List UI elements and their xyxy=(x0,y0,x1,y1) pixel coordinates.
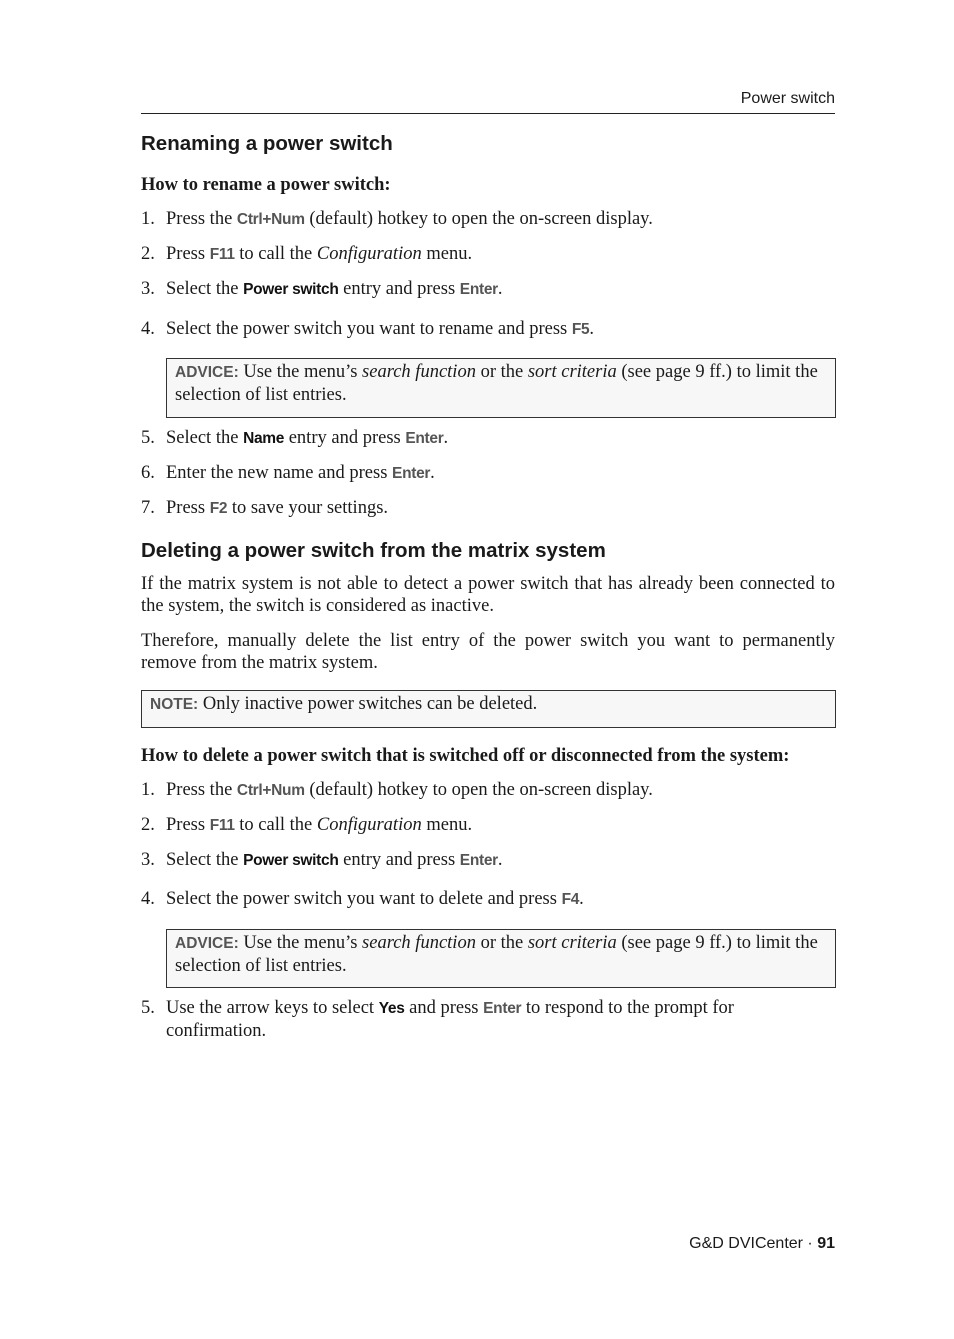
advice-label: ADVICE: xyxy=(175,364,239,381)
key-label: Enter xyxy=(392,465,431,482)
key-label: Enter xyxy=(459,281,498,298)
key-label: Enter xyxy=(459,852,498,869)
procedure-title-delete: How to delete a power switch that is switched off or disconnected from the system: xyxy=(141,746,790,766)
running-header: Power switch xyxy=(141,88,835,114)
advice-box-delete: ADVICE: Use the menu’s search function or the sort criteria (see page 9 ff.) to limit the selection of list entries. xyxy=(166,929,836,988)
page-footer xyxy=(541,1233,835,1255)
menu-entry-label: Yes xyxy=(378,1000,405,1017)
key-label: F11 xyxy=(209,246,235,263)
menu-entry-label: Power switch xyxy=(243,281,339,298)
paragraph-manual-delete: Therefore, manually delete the list entry of the power switch you want to permanently remove from the matrix system. xyxy=(141,631,835,673)
product-name: G&D DVICenter · xyxy=(689,1235,818,1252)
key-label: Enter xyxy=(405,430,444,447)
section-heading-rename: Renaming a power switch xyxy=(141,132,393,155)
advice-box-rename: ADVICE: Use the menu’s search function or the sort criteria (see page 9 ff.) to limit the selection of list entries. xyxy=(166,358,836,418)
manual-page: Power switch Renaming a power switch How to rename a power switch: 1. Press the Ctrl+Num (default) hotkey to open the on-screen display. 2. Press F11 to call the Configuration menu. 3. Select the Power switch entry and press Enter. 4. Select the power switch you want to rename and press F5. ADVICE: Use the menu’s search function or the sort criteria (see page 9 ff.) to limit the selection of list entries. 5. Select the Name entry and press Enter. 6. Enter the new name and press Enter. 7. Press F2 to save your settings. Deleting a power switch from the matrix system If the matrix system is not able to detect a power switch that has already been connected to the system, the switch is considered as inactive. Therefore, manually delete the list entry of the power switch you want to permanently remove from the matrix system. NOTE: Only inactive power switches can be deleted. How to delete a power switch that is switched off or disconnected from the system: 1. Press the Ctrl+Num (default) hotkey to open the on-screen display. 2. Press F11 to call the Configuration menu. 3. Select the Power switch entry and press Enter. 4. Select the power switch you want to delete and press F4. ADVICE: Use the menu’s search function or the sort criteria (see page 9 ff.) to limit the selection of list entries. 5. Use the arrow keys to select Yes and press Enter to respond to the prompt for confirmation. G&D DVICenter · 91 xyxy=(0,0,954,1339)
hotkey-label: Ctrl+Num xyxy=(236,211,305,228)
menu-entry-label: Name xyxy=(243,430,285,447)
key-label: F5 xyxy=(571,321,590,338)
paragraph-inactive: If the matrix system is not able to detect a power switch that has already been connected to the system, the switch is considered as inactive. xyxy=(141,574,835,616)
hotkey-label: Ctrl+Num xyxy=(236,782,305,799)
procedure-title-rename: How to rename a power switch: xyxy=(141,175,391,195)
advice-label: ADVICE: xyxy=(175,935,239,952)
key-label: F4 xyxy=(561,891,580,908)
note-box: NOTE: Only inactive power switches can be deleted. xyxy=(141,690,836,728)
menu-entry-label: Power switch xyxy=(243,852,339,869)
key-label: F11 xyxy=(209,817,235,834)
page-number: 91 xyxy=(817,1235,835,1252)
key-label: Enter xyxy=(483,1000,522,1017)
note-label: NOTE: xyxy=(150,696,199,713)
section-heading-delete: Deleting a power switch from the matrix system xyxy=(141,539,606,562)
key-label: F2 xyxy=(209,500,228,517)
